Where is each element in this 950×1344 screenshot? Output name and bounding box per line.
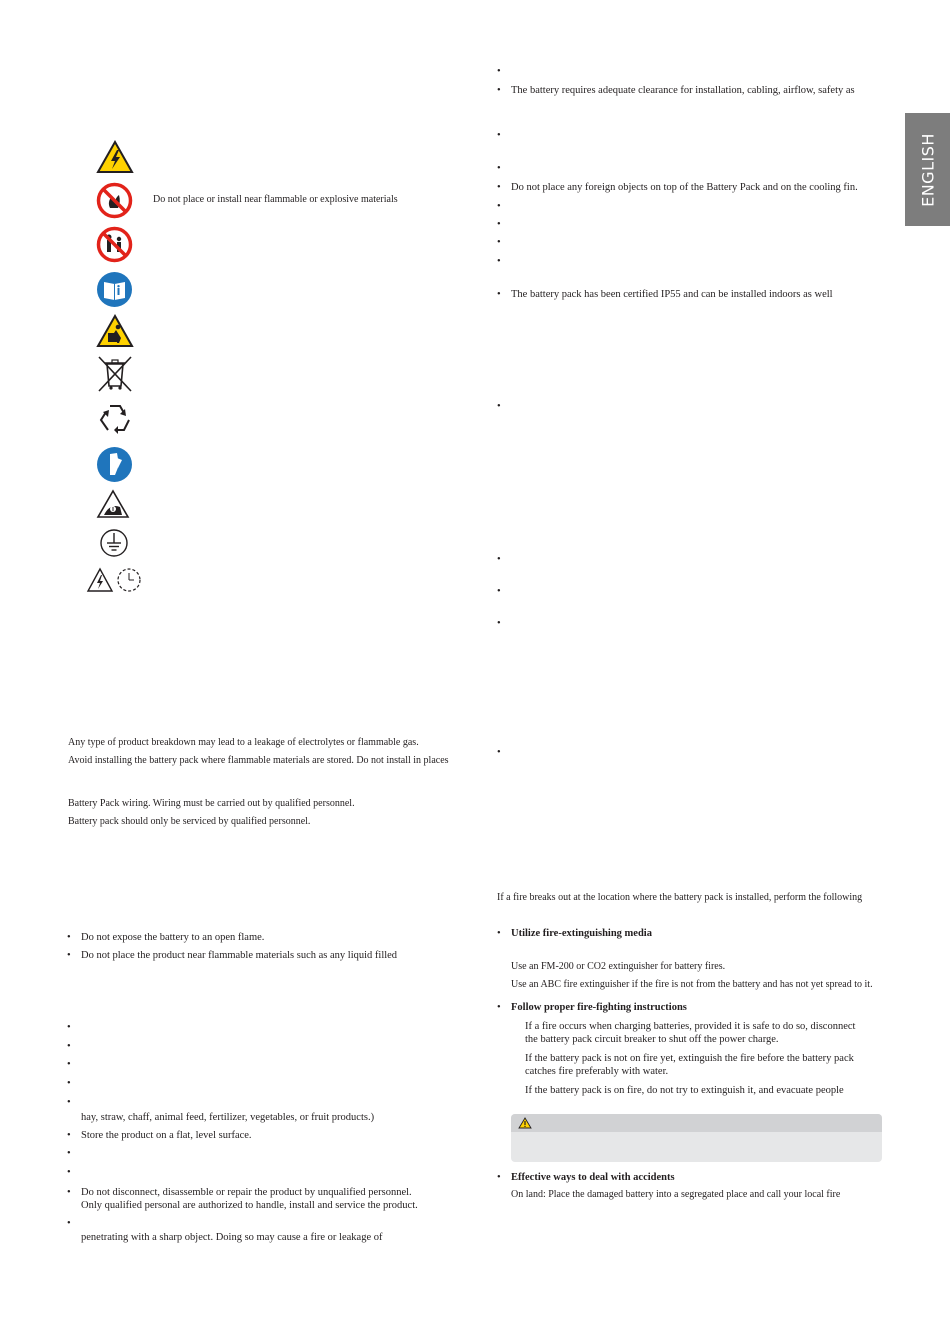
language-tab: [905, 113, 950, 226]
extinguish-heading: Utilize fire-extinguishing media: [511, 928, 652, 939]
extinguisher-line: Use an FM-200 or CO2 extinguisher for battery fires.: [511, 961, 726, 972]
firefighting-heading: Follow proper fire-fighting instructions: [511, 1002, 687, 1013]
high-voltage-warning-icon: [96, 140, 134, 174]
heavy-lifting-warning-icon: [96, 314, 134, 348]
recycling-icon: [96, 400, 134, 438]
no-open-flame-icon: [96, 182, 133, 219]
qualified-continuation-text: Only qualified personal are authorized to handle, install and service the product.: [81, 1200, 418, 1211]
keep-away-from-children-icon: [96, 226, 133, 263]
extinguisher-line: Use an ABC fire extinguisher if the fire is not from the battery and has not yet spread to it.: [511, 979, 873, 990]
firefighting-line: If the battery pack is on fire, do not try to extinguish it, and evacuate people: [525, 1085, 844, 1096]
firefighting-line: the battery pack circuit breaker to shut off the power charge.: [525, 1034, 779, 1045]
firefighting-line: If the battery pack is not on fire yet, extinguish the fire before the battery pack: [525, 1053, 854, 1064]
read-manual-icon: [96, 271, 133, 308]
accidents-text: On land: Place the damaged battery into a segregated place and call your local fire: [511, 1189, 841, 1200]
fire-intro-text: If a fire breaks out at the location where the battery pack is installed, perform the following: [497, 892, 863, 903]
wiring-text: Battery Pack wiring. Wiring must be carried out by qualified personnel.: [68, 798, 355, 809]
accidents-heading: Effective ways to deal with accidents: [511, 1172, 675, 1183]
breakdown-leakage-text: Any type of product breakdown may lead to a leakage of electrolytes or flammable gas.: [68, 737, 419, 748]
esd-warning-icon: [96, 489, 130, 519]
firefighting-line: If a fire occurs when charging batteries, provided it is safe to do so, disconnect: [525, 1021, 856, 1032]
discharge-time-icon: [86, 566, 144, 594]
wear-gloves-icon: [96, 446, 133, 483]
symbol-caption: Do not place or install near flammable or explosive materials: [153, 194, 398, 205]
caution-box: [511, 1114, 882, 1162]
storage-continuation-text: hay, straw, chaff, animal feed, fertilizer, vegetables, or fruit products.): [81, 1112, 375, 1123]
service-text: Battery pack should only be serviced by qualified personnel.: [68, 816, 311, 827]
weee-crossed-bin-icon: [96, 355, 134, 393]
language-tab-label: ENGLISH: [918, 132, 937, 207]
caution-warning-icon: [518, 1117, 532, 1129]
firefighting-line: catches fire preferably with water.: [525, 1066, 669, 1077]
sharp-object-continuation-text: penetrating with a sharp object. Doing so may cause a fire or leakage of: [81, 1232, 383, 1243]
protective-earth-icon: [98, 528, 130, 558]
install-location-text: Avoid installing the battery pack where flammable materials are stored. Do not install in places: [68, 755, 449, 766]
caution-header: [511, 1114, 882, 1132]
